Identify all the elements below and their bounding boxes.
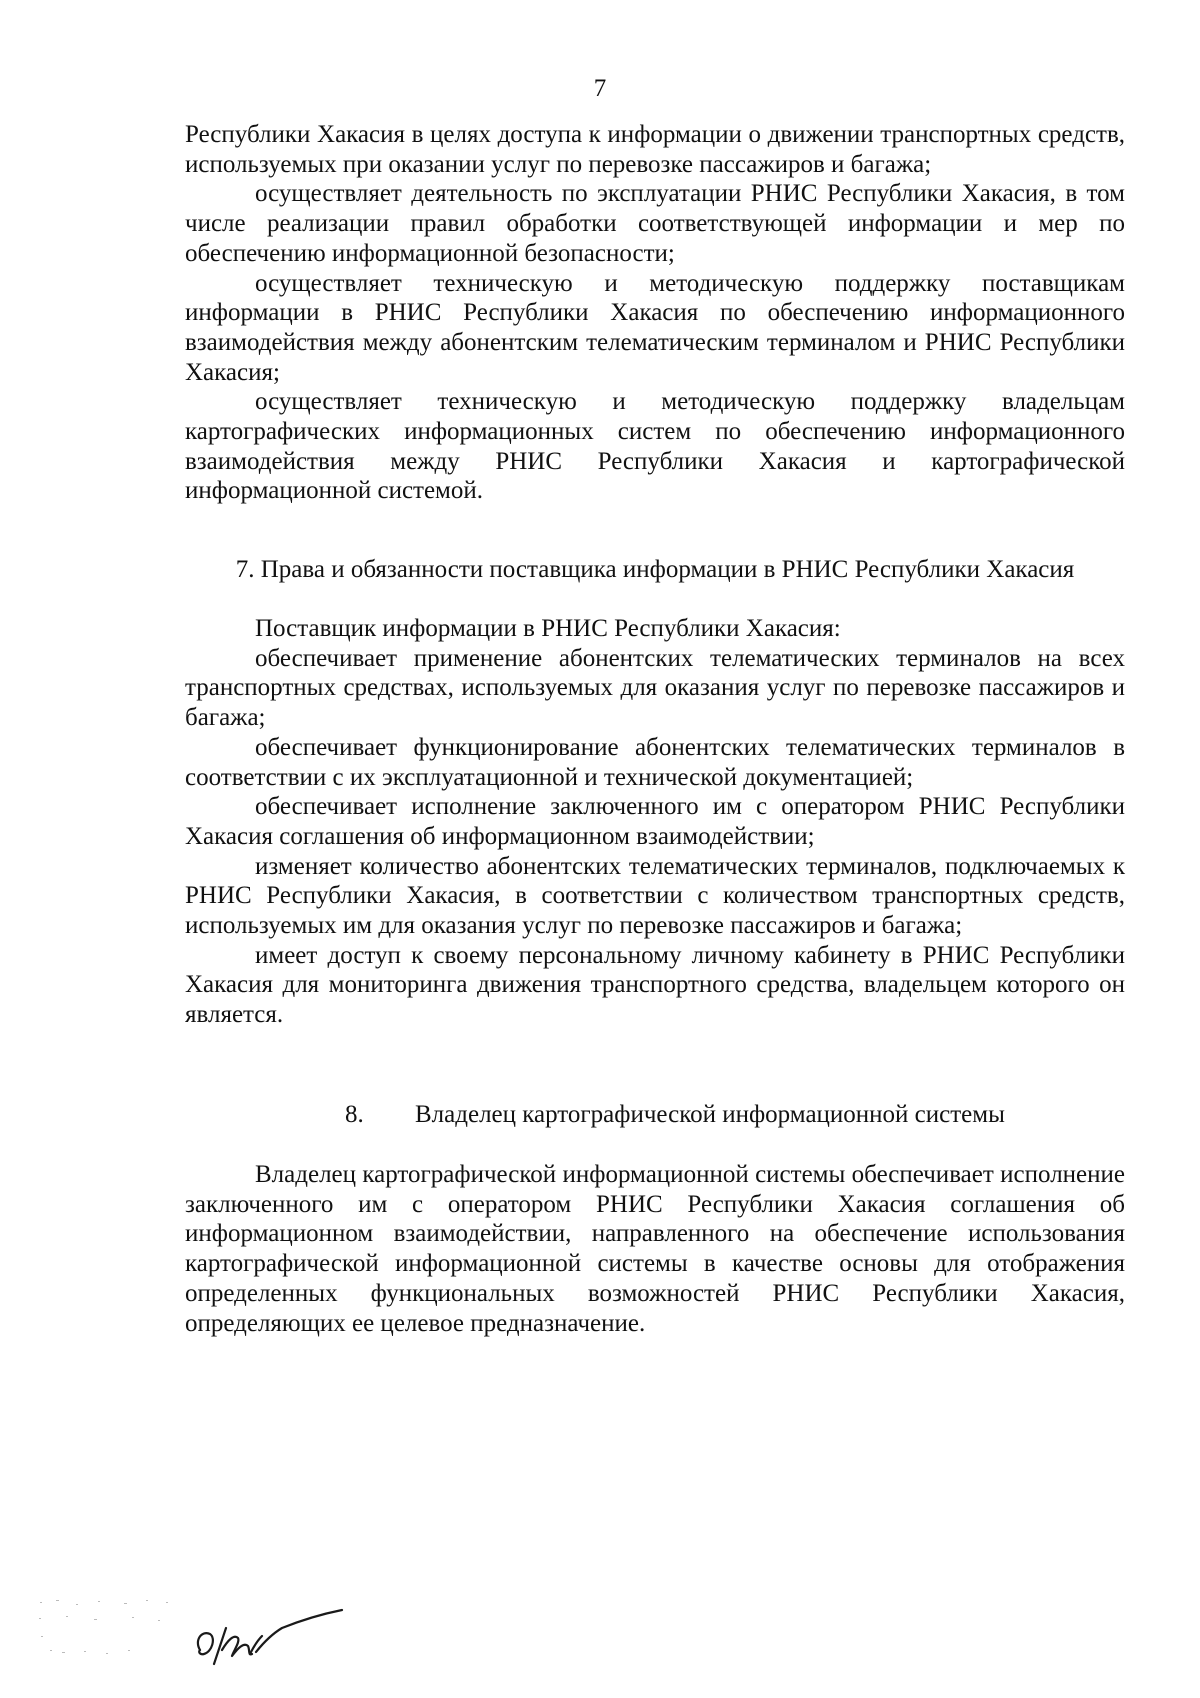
operator-duties-block	[185, 120, 1125, 506]
paragraph: обеспечивает исполнение заключенного им с оператором РНИС Республики Хакасия соглашения об информационном взаимодействии;	[185, 793, 1125, 850]
paragraph: осуществляет техническую и методическую поддержку поставщикам информации в РНИС Республики Хакасия по обеспечению информационного взаимодействия между абонентским телематическим терминалом и РНИС Республики Хакасия;	[185, 269, 1125, 386]
paragraph: имеет доступ к своему персональному личному кабинету в РНИС Республики Хакасия для мониторинга движения транспортного средства, владельцем которого он является.	[185, 941, 1125, 1029]
section-7-heading: 7. Права и обязанности поставщика информации в РНИС Республики Хакасия	[235, 556, 1075, 583]
page-number: 7	[593, 75, 607, 102]
section-8-body	[185, 1160, 1125, 1338]
paragraph: осуществляет техническую и методическую поддержку владельцам картографических информационных систем по обеспечению информационного взаимодействия между РНИС Республики Хакасия и картографической информационной системой.	[185, 388, 1125, 505]
paragraph: изменяет количество абонентских телематических терминалов, подключаемых к РНИС Республики Хакасия, в соответствии с количеством транспортных средств, используемых им для оказания услуг по перевозке пассажиров и багажа;	[185, 852, 1125, 940]
scan-artifact	[36, 1596, 186, 1666]
handwritten-signature	[192, 1606, 352, 1676]
paragraph: осуществляет деятельность по эксплуатации РНИС Республики Хакасия, в том числе реализации правил обработки соответствующей информации и мер по обеспечению информационной безопасности;	[185, 180, 1125, 267]
section-number: 8.	[345, 1101, 364, 1128]
paragraph: обеспечивает функционирование абонентских телематических терминалов в соответствии с их эксплуатационной и технической документацией;	[185, 733, 1125, 791]
paragraph: Республики Хакасия в целях доступа к информации о движении транспортных средств, используемых при оказании услуг по перевозке пассажиров и багажа;	[185, 121, 1125, 178]
section-title: Владелец картографической информационной системы	[415, 1101, 1005, 1128]
paragraph: обеспечивает применение абонентских телематических терминалов на всех транспортных средствах, используемых для оказания услуг по перевозке пассажиров и багажа;	[185, 644, 1125, 732]
paragraph: Поставщик информации в РНИС Республики Хакасия:	[255, 615, 841, 642]
paragraph: Владелец картографической информационной системы обеспечивает исполнение заключенного им с оператором РНИС Республики Хакасия соглашения об информационном взаимодействии, направленного на обеспечение использования картографической информационной системы в качестве основы для отображения определенных функциональных возможностей РНИС Республики Хакасия, определяющих ее целевое предназначение.	[185, 1161, 1125, 1337]
section-7-body	[185, 614, 1125, 1030]
